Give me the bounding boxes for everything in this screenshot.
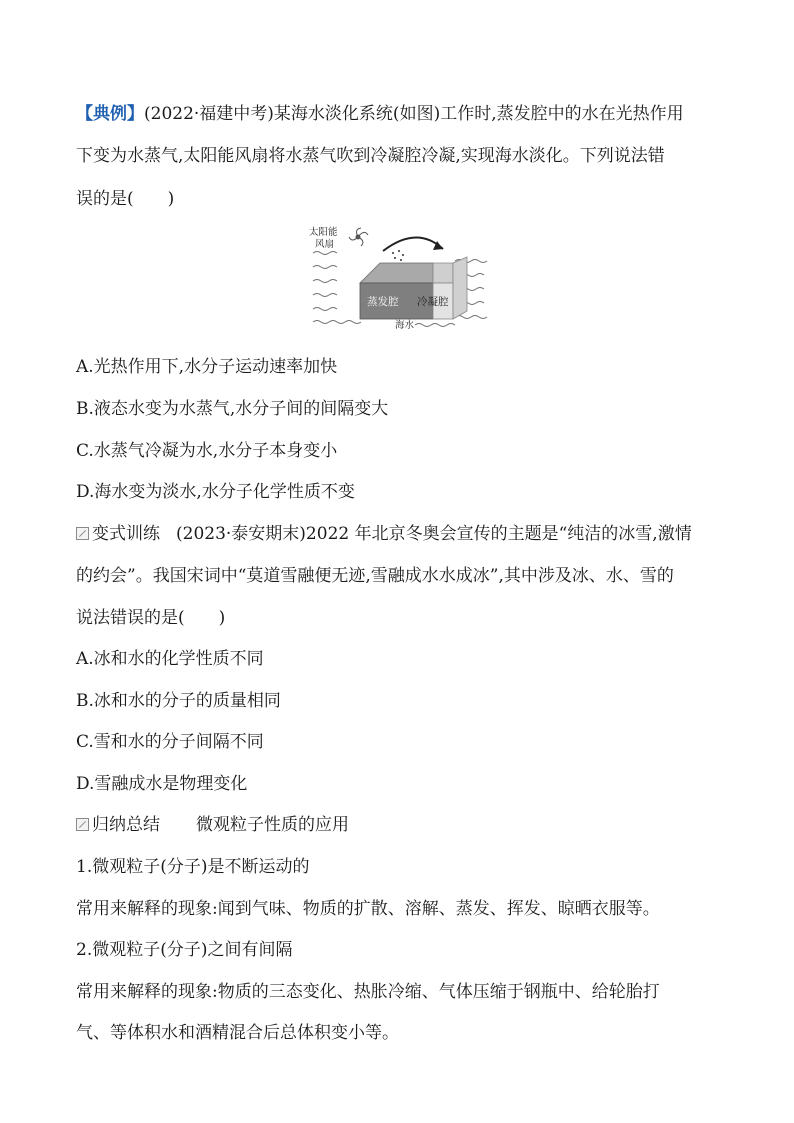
desalination-figure (305, 225, 495, 330)
variant-line-1 (76, 522, 692, 546)
vapor-dots (392, 250, 404, 261)
condensation-chamber-top (433, 263, 453, 283)
summary-label: 归纳总结 (92, 815, 160, 835)
fan-icon (349, 228, 368, 246)
example-line-1 (76, 102, 684, 126)
example-option-b: B.液态水变为水蒸气,水分子间的间隔变大 (76, 399, 389, 419)
variant-text-1: (2023·泰安期末)2022 年北京冬奥会宣传的主题是“纯洁的冰雪,激情 (176, 524, 692, 544)
summary-title: 微观粒子性质的应用 (196, 815, 349, 835)
fan-label-1: 太阳能 (309, 227, 338, 238)
evaporation-chamber-label: 蒸发腔 (367, 296, 399, 308)
variant-option-a: A.冰和水的化学性质不同 (76, 649, 264, 669)
variant-option-b: B.冰和水的分子的质量相同 (76, 691, 281, 711)
example-tag: 【典例】 (76, 104, 144, 124)
variant-option-d: D.雪融成水是物理变化 (76, 774, 248, 794)
example-option-c: C.水蒸气冷凝为水,水分子本身变小 (76, 441, 338, 461)
example-line-3: 误的是( ) (76, 189, 175, 209)
fan-label-2: 风扇 (315, 239, 335, 250)
condensation-chamber-label: 冷凝腔 (417, 296, 449, 308)
example-option-d: D.海水变为淡水,水分子化学性质不变 (76, 482, 355, 502)
variant-label: 变式训练 (92, 524, 160, 544)
exercise-box-icon (76, 527, 89, 540)
seawater-label: 海水 (395, 320, 415, 330)
variant-line-2: 的约会”。我国宋词中“莫道雪融便无迹,雪融成水水成冰”,其中涉及冰、水、雪的 (76, 566, 674, 586)
variant-line-3: 说法错误的是( ) (76, 608, 226, 628)
summary-point-2-text-1: 常用来解释的现象:物质的三态变化、热胀冷缩、气体压缩于钢瓶中、给轮胎打 (76, 982, 660, 1002)
example-option-a: A.光热作用下,水分子运动速率加快 (76, 357, 338, 377)
variant-option-c: C.雪和水的分子间隔不同 (76, 732, 264, 752)
summary-point-1-title: 1.微观粒子(分子)是不断运动的 (76, 857, 310, 877)
evaporation-chamber-top (360, 263, 433, 283)
summary-heading (76, 813, 349, 837)
example-line-2: 下变为水蒸气,太阳能风扇将水蒸气吹到冷凝腔冷凝,实现海水淡化。下列说法错 (76, 146, 665, 166)
example-text-1: (2022·福建中考)某海水淡化系统(如图)工作时,蒸发腔中的水在光热作用 (144, 104, 684, 124)
summary-box-icon (76, 818, 89, 831)
summary-point-2-text-2: 气、等体积水和酒精混合后总体积变小等。 (76, 1023, 399, 1043)
condensation-chamber-side (453, 257, 467, 319)
summary-point-1-text: 常用来解释的现象:闻到气味、物质的扩散、溶解、蒸发、挥发、晾晒衣服等。 (76, 899, 660, 919)
summary-point-2-title: 2.微观粒子(分子)之间有间隔 (76, 940, 293, 960)
